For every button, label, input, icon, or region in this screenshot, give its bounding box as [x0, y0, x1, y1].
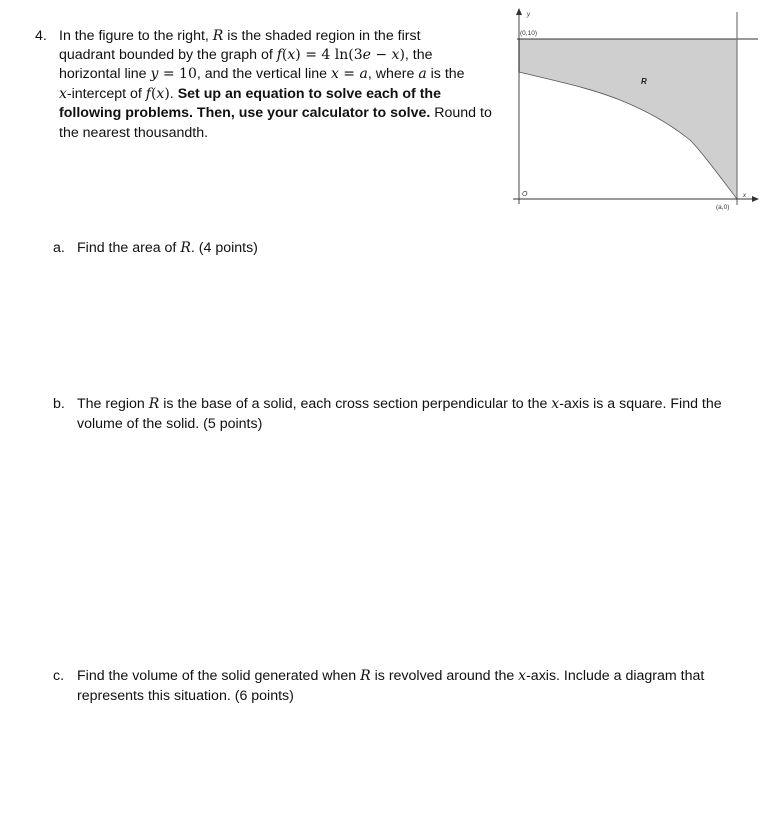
math-text: −: [370, 47, 392, 63]
math-text: (: [150, 86, 157, 102]
math-text: x: [551, 396, 560, 412]
text-segment: -intercept of: [66, 86, 146, 102]
math-text: R: [148, 396, 160, 412]
text-segment: is the: [426, 66, 465, 82]
text-segment: following problems. Then, use your calculator to solve.: [59, 105, 431, 121]
text-segment: quadrant bounded by the graph of: [59, 47, 277, 63]
x-axis-arrow-icon: [752, 196, 759, 202]
math-text: x: [330, 66, 339, 82]
math-text: y: [150, 66, 159, 82]
region-label: R: [641, 77, 647, 86]
math-text: R: [360, 668, 371, 684]
text-segment: In the figure to the right,: [59, 28, 213, 44]
part-letter: a.: [53, 240, 65, 256]
shaded-region-r: [519, 39, 737, 199]
problem-number: 4.: [35, 28, 47, 44]
text-segment: is the base of a solid, each cross section perpendicular to the: [159, 396, 552, 412]
math-text: x: [59, 86, 67, 102]
math-text: x: [391, 47, 400, 63]
text-segment: Find the volume of the solid generated when: [77, 668, 361, 684]
math-text: R: [212, 28, 224, 44]
part-line: [77, 239, 258, 257]
text-segment: , and the vertical line: [196, 66, 331, 82]
origin-label: O: [522, 191, 528, 198]
math-text: =: [338, 66, 360, 82]
x-axis-label: x: [743, 193, 746, 199]
text-segment: represents this situation. (6 points): [77, 688, 294, 704]
math-text: = 10: [158, 66, 197, 82]
text-segment: Find the area of: [77, 240, 181, 256]
math-text: (: [281, 47, 288, 63]
text-segment: Round to: [430, 105, 492, 121]
part-letter: b.: [53, 396, 65, 412]
math-text: a: [418, 66, 427, 82]
math-text: a: [359, 66, 368, 82]
text-segment: volume of the solid. (5 points): [77, 416, 263, 432]
text-segment: horizontal line: [59, 66, 151, 82]
text-segment: . (4 points): [190, 240, 258, 256]
text-segment: the nearest thousandth.: [59, 125, 209, 141]
math-text: x: [287, 47, 296, 63]
math-text: x: [156, 86, 165, 102]
part-line: [77, 415, 262, 433]
math-text: e: [362, 47, 371, 63]
text-segment: -axis. Include a diagram that: [526, 668, 705, 684]
text-segment: Set up an equation to solve each of the: [177, 86, 441, 102]
part-line: [77, 687, 294, 705]
y-axis-label: y: [527, 12, 530, 18]
math-text: R: [180, 240, 191, 256]
region-figure: [0, 0, 784, 230]
part-letter: c.: [53, 668, 65, 684]
text-segment: is the shaded region in the first: [223, 28, 421, 44]
text-segment: , where: [367, 66, 419, 82]
math-text: f: [145, 86, 151, 102]
math-text: ) = 4 ln(3: [295, 47, 363, 63]
math-text: ): [164, 86, 170, 102]
text-segment: -axis is a square. Find the: [559, 396, 722, 412]
math-text: ): [399, 47, 405, 63]
y-axis-arrow-icon: [516, 8, 522, 15]
text-segment: , the: [404, 47, 433, 63]
text-segment: is revolved around the: [370, 668, 519, 684]
point-top-label: (0,10): [520, 30, 537, 37]
point-intercept-label: (a,0): [716, 204, 730, 211]
math-text: f: [276, 47, 282, 63]
text-segment: The region: [77, 396, 149, 412]
part-line: [77, 667, 704, 685]
text-segment: .: [169, 86, 178, 102]
math-text: x: [518, 668, 527, 684]
part-line: [77, 395, 722, 413]
